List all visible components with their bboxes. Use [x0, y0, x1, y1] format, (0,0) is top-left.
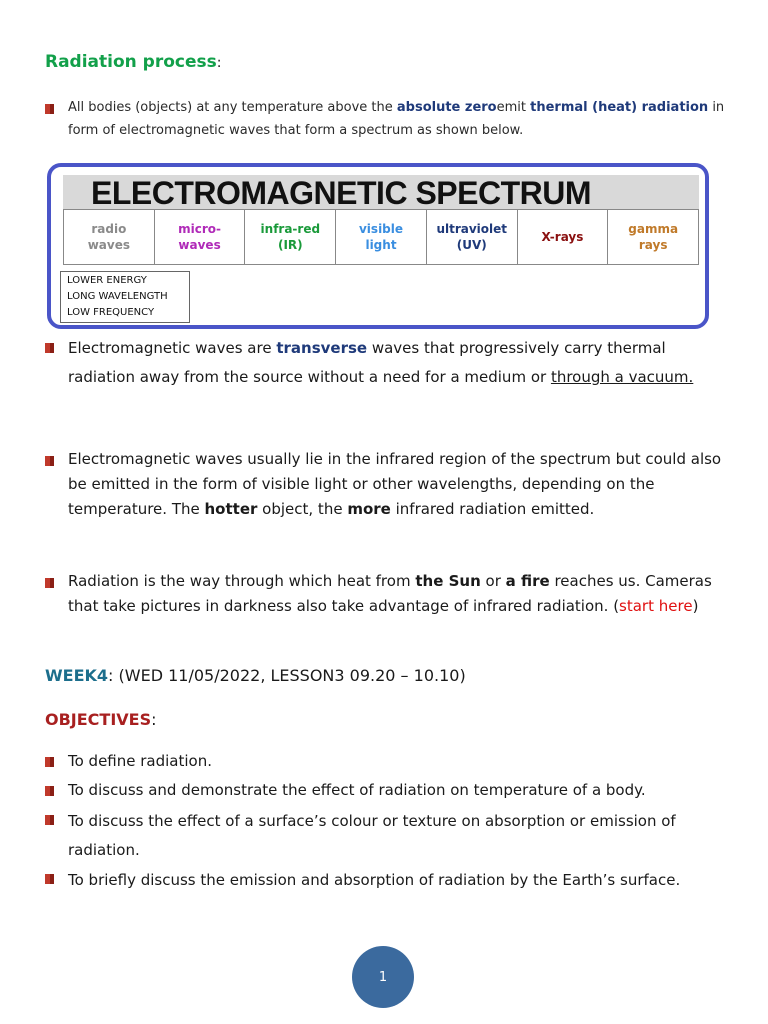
paragraph-infrared: Electromagnetic waves usually lie in the infrared region of the spectrum but could also be emitted in the form of visible light or other wavelengths, depending on the temperature. The hotter object, the more infrared radiation emitted.	[68, 450, 722, 518]
band-cell: micro- waves	[155, 210, 246, 264]
bullet-icon	[45, 578, 54, 588]
spectrum-title: ELECTROMAGNETIC SPECTRUM	[63, 175, 699, 209]
objective-item: To discuss and demonstrate the effect of radiation on temperature of a body.	[68, 781, 646, 799]
bullet-icon	[45, 786, 54, 796]
objective-item: To briefly discuss the emission and absorption of radiation by the Earth’s surface.	[68, 871, 681, 889]
paragraph-transverse: Electromagnetic waves are transverse waves that progressively carry thermal radiation away from the source without a need for a medium or through a vacuum.	[68, 339, 694, 386]
band-cell: ultraviolet (UV)	[427, 210, 518, 264]
objectives-heading: OBJECTIVES:	[45, 710, 157, 729]
band-cell: visible light	[336, 210, 427, 264]
bullet-icon	[45, 874, 54, 884]
section-title: Radiation process:	[45, 52, 222, 72]
band-cell: gamma rays	[628, 222, 679, 252]
paragraph-sun: Radiation is the way through which heat from the Sun or a fire reaches us. Cameras that take pictures in darkness also take advantage of infrared radiation. (start here)	[68, 572, 712, 615]
bullet-icon	[45, 343, 54, 353]
intro-paragraph: All bodies (objects) at any temperature above the absolute zeroemit thermal (heat) radiation in form of electromagnetic waves that form a spectrum as shown below.	[68, 100, 725, 138]
bullet-icon	[45, 815, 54, 825]
band-cell: radio waves	[64, 210, 155, 264]
week-line: WEEK4: (WED 11/05/2022, LESSON3 09.20 – 10.10)	[45, 666, 466, 685]
bullet-icon	[45, 757, 54, 767]
page-number-badge: 1	[352, 946, 414, 1008]
bullet-icon	[45, 456, 54, 466]
spectrum-bands	[63, 209, 699, 265]
electromagnetic-spectrum-figure	[47, 163, 709, 329]
objective-item: To define radiation.	[68, 752, 213, 770]
objective-item: To discuss the effect of a surface’s colour or texture on absorption or emission of radiation.	[68, 812, 676, 859]
band-cell: X-rays	[518, 210, 609, 264]
energy-legend: LOWER ENERGY LONG WAVELENGTH LOW FREQUENCY	[60, 271, 190, 323]
bullet-icon	[45, 104, 54, 114]
band-cell: infra-red (IR)	[245, 210, 336, 264]
